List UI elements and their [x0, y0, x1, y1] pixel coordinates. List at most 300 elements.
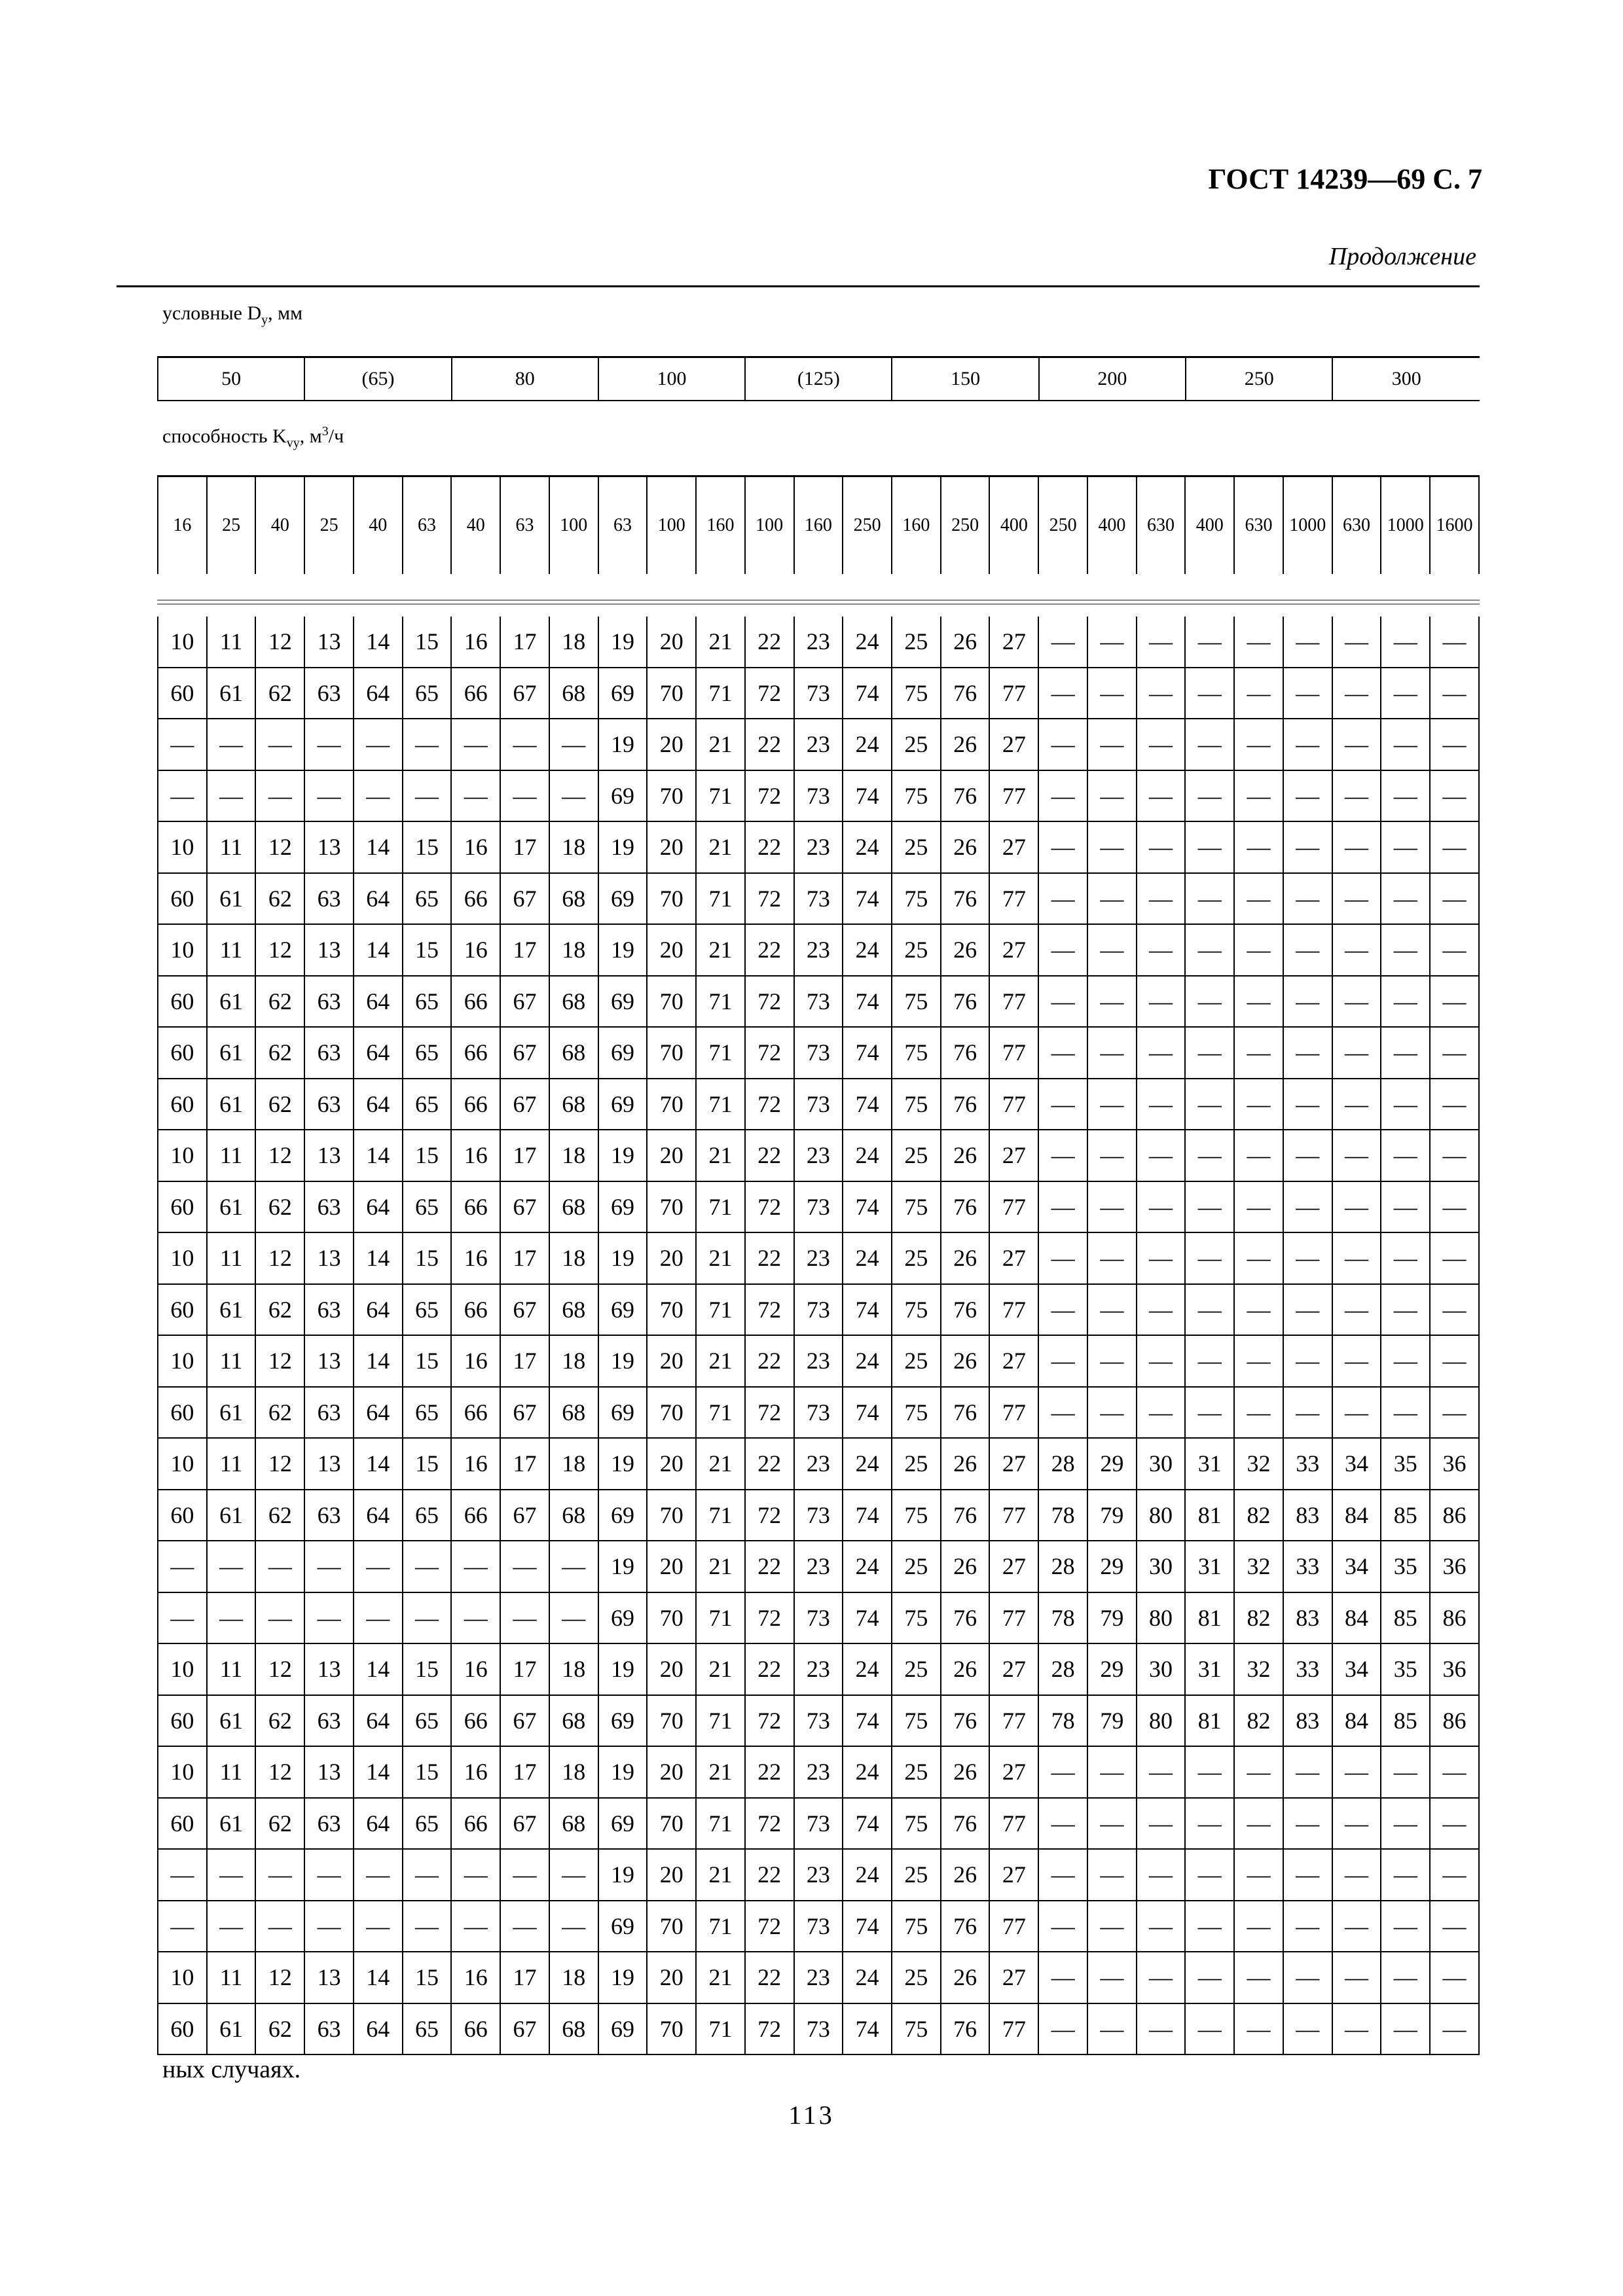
- table-cell: 61: [207, 1284, 256, 1336]
- table-cell: 25: [892, 1643, 941, 1695]
- table-cell: 19: [598, 1952, 647, 2003]
- table-cell: 21: [696, 1849, 745, 1901]
- table-cell: 21: [696, 1232, 745, 1284]
- table-cell: 16: [451, 1643, 500, 1695]
- table-cell: —: [1381, 1079, 1430, 1130]
- table-cell: 14: [354, 1746, 403, 1798]
- table-cell: —: [1087, 1130, 1137, 1181]
- table-cell: —: [1332, 1232, 1381, 1284]
- table-cell: —: [1185, 1284, 1234, 1336]
- diameter-cell: 100: [598, 357, 745, 401]
- table-cell: 28: [1038, 1643, 1087, 1695]
- table-cell: 19: [598, 924, 647, 976]
- table-row: [158, 1232, 1479, 1284]
- table-cell: 16: [451, 1130, 500, 1181]
- table-cell: 73: [794, 1592, 843, 1644]
- table-cell: 14: [354, 1952, 403, 2003]
- table-cell: —: [1283, 668, 1332, 719]
- table-cell: —: [207, 1541, 256, 1592]
- table-cell: 27: [989, 1335, 1038, 1387]
- table-cell: 18: [549, 1335, 598, 1387]
- table-cell: —: [1283, 1746, 1332, 1798]
- capacity-cell: 63: [500, 476, 549, 575]
- table-cell: 70: [647, 668, 696, 719]
- table-cell: 72: [745, 1387, 794, 1439]
- capacity-cell: 25: [304, 476, 354, 575]
- table-cell: 18: [549, 617, 598, 668]
- table-cell: 18: [549, 1952, 598, 2003]
- table-cell: 69: [598, 1079, 647, 1130]
- table-cell: —: [1332, 1849, 1381, 1901]
- table-cell: 13: [304, 1746, 354, 1798]
- capacity-cell: 1600: [1430, 476, 1479, 575]
- table-cell: 72: [745, 770, 794, 822]
- table-cell: —: [1430, 1284, 1479, 1336]
- table-cell: 62: [255, 1079, 304, 1130]
- table-cell: 71: [696, 1387, 745, 1439]
- table-cell: 60: [158, 1798, 207, 1850]
- top-rule: [117, 285, 1480, 287]
- table-cell: 66: [451, 1798, 500, 1850]
- table-cell: 61: [207, 1695, 256, 1747]
- table-cell: —: [1430, 1335, 1479, 1387]
- table-cell: —: [1137, 1284, 1186, 1336]
- table-cell: —: [451, 770, 500, 822]
- table-cell: —: [304, 1849, 354, 1901]
- table-cell: —: [1283, 1335, 1332, 1387]
- table-row: [158, 873, 1479, 925]
- table-cell: —: [207, 770, 256, 822]
- table-cell: 21: [696, 821, 745, 873]
- capacity-cell: 160: [794, 476, 843, 575]
- table-cell: 72: [745, 1901, 794, 1952]
- table-cell: —: [1087, 1798, 1137, 1850]
- table-cell: 67: [500, 1695, 549, 1747]
- table-cell: —: [1430, 719, 1479, 770]
- table-cell: 27: [989, 617, 1038, 668]
- table-cell: 14: [354, 1438, 403, 1490]
- table-cell: 10: [158, 1130, 207, 1181]
- table-cell: 73: [794, 1695, 843, 1747]
- table-cell: —: [1283, 1181, 1332, 1233]
- table-row: [158, 1438, 1479, 1490]
- table-cell: 25: [892, 1541, 941, 1592]
- table-cell: 60: [158, 1387, 207, 1439]
- table-cell: —: [1137, 1952, 1186, 2003]
- table-cell: —: [1234, 1232, 1283, 1284]
- table-cell: 73: [794, 1079, 843, 1130]
- table-cell: —: [1430, 924, 1479, 976]
- table-cell: 74: [843, 1798, 892, 1850]
- table-cell: 12: [255, 1438, 304, 1490]
- table-cell: 20: [647, 719, 696, 770]
- table-cell: —: [403, 719, 452, 770]
- table-cell: 72: [745, 668, 794, 719]
- table-cell: 73: [794, 668, 843, 719]
- table-cell: —: [1381, 821, 1430, 873]
- table-cell: 64: [354, 1387, 403, 1439]
- table-cell: 18: [549, 1438, 598, 1490]
- table-cell: 17: [500, 1643, 549, 1695]
- table-cell: 17: [500, 821, 549, 873]
- table-cell: 24: [843, 821, 892, 873]
- table-cell: 75: [892, 1592, 941, 1644]
- table-cell: —: [1430, 1849, 1479, 1901]
- table-cell: 20: [647, 1232, 696, 1284]
- table-cell: 13: [304, 1232, 354, 1284]
- table-cell: 72: [745, 1027, 794, 1079]
- table-cell: 14: [354, 821, 403, 873]
- table-cell: —: [1430, 1181, 1479, 1233]
- table-cell: —: [1430, 617, 1479, 668]
- table-cell: 14: [354, 1130, 403, 1181]
- diameter-cell: (125): [745, 357, 892, 401]
- table-cell: —: [354, 1849, 403, 1901]
- table-cell: 66: [451, 1181, 500, 1233]
- table-cell: —: [1332, 1901, 1381, 1952]
- table-cell: 72: [745, 1798, 794, 1850]
- table-cell: —: [1038, 1181, 1087, 1233]
- table-cell: 71: [696, 770, 745, 822]
- table-cell: 29: [1087, 1643, 1137, 1695]
- table-cell: 75: [892, 770, 941, 822]
- table-cell: —: [1332, 2003, 1381, 2055]
- table-cell: 26: [941, 1438, 990, 1490]
- table-cell: —: [1038, 873, 1087, 925]
- table-cell: 13: [304, 1643, 354, 1695]
- table-cell: 67: [500, 668, 549, 719]
- table-cell: 27: [989, 924, 1038, 976]
- table-cell: 23: [794, 1952, 843, 2003]
- capacity-cell: 400: [989, 476, 1038, 575]
- table-cell: 82: [1234, 1490, 1283, 1541]
- table-cell: —: [1185, 1387, 1234, 1439]
- table-cell: 21: [696, 1746, 745, 1798]
- table-cell: 20: [647, 924, 696, 976]
- table-cell: 65: [403, 1284, 452, 1336]
- table-cell: 24: [843, 1130, 892, 1181]
- capacity-cell: 40: [255, 476, 304, 575]
- table-cell: 70: [647, 1387, 696, 1439]
- table-cell: 65: [403, 668, 452, 719]
- table-cell: 15: [403, 1232, 452, 1284]
- table-cell: —: [1332, 873, 1381, 925]
- table-cell: —: [1234, 1027, 1283, 1079]
- table-cell: —: [1137, 1232, 1186, 1284]
- table-row: [158, 1387, 1479, 1439]
- table-cell: 68: [549, 1027, 598, 1079]
- table-cell: 74: [843, 1387, 892, 1439]
- table-cell: —: [1087, 1387, 1137, 1439]
- table-cell: 22: [745, 1849, 794, 1901]
- diameter-label: [162, 302, 302, 328]
- table-cell: —: [500, 1592, 549, 1644]
- table-cell: —: [354, 1901, 403, 1952]
- table-cell: 77: [989, 1181, 1038, 1233]
- table-cell: 83: [1283, 1592, 1332, 1644]
- diameter-cell: 80: [452, 357, 598, 401]
- table-cell: —: [1332, 821, 1381, 873]
- table-cell: 17: [500, 1232, 549, 1284]
- table-cell: 74: [843, 1079, 892, 1130]
- table-cell: —: [1234, 1746, 1283, 1798]
- table-cell: —: [1430, 1901, 1479, 1952]
- table-cell: 67: [500, 1387, 549, 1439]
- table-cell: 10: [158, 1438, 207, 1490]
- table-cell: 74: [843, 1181, 892, 1233]
- table-cell: 12: [255, 1643, 304, 1695]
- table-cell: 74: [843, 1027, 892, 1079]
- table-cell: —: [1381, 924, 1430, 976]
- table-cell: 23: [794, 1541, 843, 1592]
- table-cell: 67: [500, 1027, 549, 1079]
- table-cell: 76: [941, 1181, 990, 1233]
- table-cell: 74: [843, 1490, 892, 1541]
- table-cell: —: [451, 1541, 500, 1592]
- table-cell: 29: [1087, 1541, 1137, 1592]
- table-cell: 26: [941, 1849, 990, 1901]
- table-cell: —: [1283, 924, 1332, 976]
- table-cell: —: [1185, 1079, 1234, 1130]
- diameter-label-unit: , мм: [268, 302, 303, 324]
- table-cell: 76: [941, 1387, 990, 1439]
- table-cell: 17: [500, 1438, 549, 1490]
- table-cell: 64: [354, 668, 403, 719]
- table-cell: 64: [354, 1695, 403, 1747]
- table-cell: 61: [207, 976, 256, 1028]
- table-cell: —: [1283, 873, 1332, 925]
- table-cell: —: [1332, 976, 1381, 1028]
- table-cell: 16: [451, 617, 500, 668]
- table-cell: —: [1087, 668, 1137, 719]
- table-cell: 62: [255, 1027, 304, 1079]
- table-cell: 20: [647, 1541, 696, 1592]
- table-cell: —: [1381, 1901, 1430, 1952]
- table-cell: —: [1234, 1901, 1283, 1952]
- table-cell: —: [1234, 1952, 1283, 2003]
- table-cell: 22: [745, 719, 794, 770]
- table-cell: 16: [451, 1438, 500, 1490]
- table-cell: 73: [794, 1284, 843, 1336]
- table-cell: 65: [403, 873, 452, 925]
- table-cell: 27: [989, 1232, 1038, 1284]
- table-cell: 71: [696, 1079, 745, 1130]
- table-cell: 27: [989, 1643, 1038, 1695]
- table-cell: —: [1430, 668, 1479, 719]
- capacity-cell: 40: [451, 476, 500, 575]
- table-cell: 11: [207, 821, 256, 873]
- table-cell: 23: [794, 1335, 843, 1387]
- table-row: [158, 1130, 1479, 1181]
- table-cell: —: [1137, 1027, 1186, 1079]
- table-cell: 16: [451, 924, 500, 976]
- table-cell: 76: [941, 668, 990, 719]
- table-cell: 24: [843, 719, 892, 770]
- table-cell: 60: [158, 1284, 207, 1336]
- table-cell: 31: [1185, 1643, 1234, 1695]
- table-cell: 71: [696, 1592, 745, 1644]
- table-cell: 16: [451, 1335, 500, 1387]
- table-cell: 27: [989, 1952, 1038, 2003]
- table-cell: 64: [354, 976, 403, 1028]
- capacity-cell: 100: [549, 476, 598, 575]
- table-cell: 25: [892, 1335, 941, 1387]
- table-cell: 70: [647, 2003, 696, 2055]
- table-cell: —: [1137, 1849, 1186, 1901]
- table-row: [158, 1027, 1479, 1079]
- table-cell: —: [1234, 1130, 1283, 1181]
- table-cell: 60: [158, 1695, 207, 1747]
- table-cell: 15: [403, 1746, 452, 1798]
- table-cell: 69: [598, 668, 647, 719]
- table-cell: 61: [207, 1798, 256, 1850]
- table-cell: —: [451, 1592, 500, 1644]
- table-cell: 21: [696, 1335, 745, 1387]
- table-cell: —: [549, 770, 598, 822]
- table-cell: 72: [745, 2003, 794, 2055]
- table-cell: —: [1283, 719, 1332, 770]
- table-cell: 73: [794, 976, 843, 1028]
- table-cell: 24: [843, 1232, 892, 1284]
- table-cell: —: [255, 1901, 304, 1952]
- diameter-header-table: [157, 356, 1480, 401]
- table-cell: 82: [1234, 1592, 1283, 1644]
- table-cell: 21: [696, 617, 745, 668]
- diameter-cell: 300: [1332, 357, 1480, 401]
- table-cell: —: [1185, 1849, 1234, 1901]
- table-cell: —: [1283, 1849, 1332, 1901]
- table-cell: —: [1381, 1335, 1430, 1387]
- table-cell: 85: [1381, 1695, 1430, 1747]
- table-cell: —: [1087, 1335, 1137, 1387]
- table-cell: 77: [989, 1027, 1038, 1079]
- capacity-label: [162, 424, 344, 451]
- table-cell: —: [1381, 1387, 1430, 1439]
- table-cell: —: [1087, 873, 1137, 925]
- table-cell: —: [1283, 1798, 1332, 1850]
- table-cell: 20: [647, 1335, 696, 1387]
- table-cell: —: [1137, 924, 1186, 976]
- table-cell: —: [1087, 1181, 1137, 1233]
- table-cell: 75: [892, 1027, 941, 1079]
- table-row: [158, 668, 1479, 719]
- table-cell: —: [1185, 1130, 1234, 1181]
- table-cell: 15: [403, 1643, 452, 1695]
- table-cell: 60: [158, 1490, 207, 1541]
- table-cell: —: [403, 1541, 452, 1592]
- table-cell: 61: [207, 1181, 256, 1233]
- table-cell: 60: [158, 976, 207, 1028]
- table-cell: 63: [304, 1695, 354, 1747]
- table-cell: 77: [989, 1079, 1038, 1130]
- table-cell: 75: [892, 873, 941, 925]
- table-cell: 71: [696, 976, 745, 1028]
- table-cell: 19: [598, 1438, 647, 1490]
- table-cell: 30: [1137, 1438, 1186, 1490]
- table-cell: 18: [549, 1746, 598, 1798]
- table-cell: 36: [1430, 1643, 1479, 1695]
- table-cell: —: [1137, 873, 1186, 925]
- table-cell: —: [1381, 976, 1430, 1028]
- table-cell: 13: [304, 1952, 354, 2003]
- table-cell: 76: [941, 1027, 990, 1079]
- table-cell: 25: [892, 821, 941, 873]
- table-cell: 64: [354, 1181, 403, 1233]
- table-cell: 15: [403, 1130, 452, 1181]
- table-cell: —: [1038, 770, 1087, 822]
- table-cell: —: [1087, 1849, 1137, 1901]
- table-cell: —: [255, 1849, 304, 1901]
- table-cell: 26: [941, 1130, 990, 1181]
- table-cell: 20: [647, 617, 696, 668]
- table-cell: 75: [892, 976, 941, 1028]
- table-cell: —: [1087, 1746, 1137, 1798]
- table-cell: —: [500, 1541, 549, 1592]
- table-cell: 65: [403, 976, 452, 1028]
- table-cell: —: [1087, 2003, 1137, 2055]
- table-cell: 24: [843, 1952, 892, 2003]
- table-cell: 13: [304, 1130, 354, 1181]
- table-cell: 23: [794, 1232, 843, 1284]
- table-cell: —: [1137, 1798, 1186, 1850]
- table-cell: —: [1381, 617, 1430, 668]
- table-cell: 29: [1087, 1438, 1137, 1490]
- table-cell: —: [1038, 1798, 1087, 1850]
- table-cell: 22: [745, 1232, 794, 1284]
- table-cell: —: [207, 719, 256, 770]
- table-cell: —: [1185, 821, 1234, 873]
- capacity-header-table: [157, 475, 1480, 574]
- table-cell: 75: [892, 1901, 941, 1952]
- table-cell: 77: [989, 1387, 1038, 1439]
- table-cell: 77: [989, 668, 1038, 719]
- table-cell: 77: [989, 1284, 1038, 1336]
- table-cell: —: [1087, 1232, 1137, 1284]
- capacity-cell: 16: [158, 476, 207, 575]
- capacity-label-per: /ч: [328, 425, 344, 447]
- table-cell: 72: [745, 976, 794, 1028]
- table-cell: —: [1185, 2003, 1234, 2055]
- table-cell: 26: [941, 1643, 990, 1695]
- table-cell: 21: [696, 924, 745, 976]
- diameter-label-text: условные D: [162, 302, 262, 324]
- table-cell: 63: [304, 1181, 354, 1233]
- table-cell: 79: [1087, 1592, 1137, 1644]
- table-cell: 70: [647, 873, 696, 925]
- table-cell: —: [1185, 1746, 1234, 1798]
- table-cell: —: [354, 719, 403, 770]
- footnote: ных случаях.: [162, 2056, 301, 2083]
- table-cell: 60: [158, 1079, 207, 1130]
- table-cell: 25: [892, 719, 941, 770]
- table-cell: 76: [941, 1592, 990, 1644]
- table-cell: —: [304, 719, 354, 770]
- table-cell: —: [403, 770, 452, 822]
- table-cell: 18: [549, 1130, 598, 1181]
- table-cell: 61: [207, 668, 256, 719]
- table-cell: 19: [598, 1232, 647, 1284]
- table-cell: 80: [1137, 1695, 1186, 1747]
- table-cell: —: [1381, 719, 1430, 770]
- table-cell: —: [1332, 1387, 1381, 1439]
- table-cell: 84: [1332, 1490, 1381, 1541]
- table-cell: 18: [549, 821, 598, 873]
- table-cell: 23: [794, 617, 843, 668]
- table-cell: 71: [696, 2003, 745, 2055]
- table-cell: 67: [500, 1079, 549, 1130]
- table-cell: 19: [598, 1130, 647, 1181]
- table-cell: —: [255, 719, 304, 770]
